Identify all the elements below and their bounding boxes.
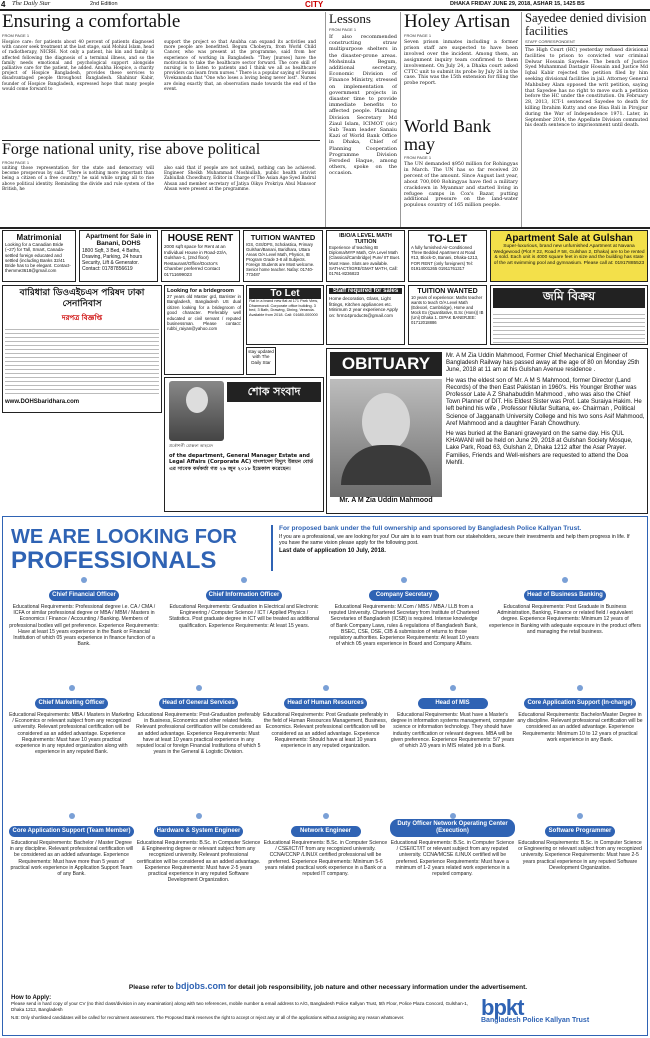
ad-tuition-wanted-1: [243, 230, 323, 282]
job-requirements: Educational Requirements: Bachelor / Master Degree in any discipline. Relevant professional certification will be considered as an added advantage. Experience Requirements: Must have more than 5 years of practical work experience in Application Support Team of any Bank.: [9, 840, 134, 878]
job-requirements: Educational Requirements: M.Com / MBS / MBA / LLB from a reputed University. Chartered Secretary from Institute of Chartered Secretaries of Bangladesh (ICSB) is required. Intense knowledge of Bank Company Laws, rules & regulations of Bangladesh Bank, BSEC, CSE, DSE, CIB & submission of returns to those regulatory authorities. Experience Requirements: At least 10 years of which 05 years experience in Board and Company Affairs.: [329, 604, 479, 648]
apply-suffix: for detail job responsibility, job nature and other necessary information under the advertisement.: [227, 984, 528, 991]
job-title: Duty Officer Network Operating Center (Execution): [390, 819, 515, 836]
job-card: [517, 813, 643, 871]
apply-line: [13, 981, 643, 991]
job-title: Head of Human Resources: [284, 698, 366, 709]
job-card: [169, 577, 319, 629]
pin-icon: [450, 813, 456, 819]
job-card: [263, 813, 388, 877]
story-holey: [400, 12, 518, 117]
job-card: [329, 577, 479, 647]
story-text: support the project so that Anubha can expand its activities and more people are benefitted. Begum Chobeyra, from World Child Cancer, who was present at the programme, said from her experience of working in Bangladesh: "They [nurses] have the motivation to take the healthcare sector forward. The core skill of nursing is to listen to patients and I think we all as healthcare providers can learn from nurses." There is a popular saying of Swami Vivekananda that "One who loses a loving being never lost". Nurses are doing exactly that, an observation made towards the end of the event.: [164, 40, 316, 92]
story-text: also said that if people are not united, nothing can be achieved. Engineer Sheikh Muhammad Moshiullah, public health activist Zabiullah Chowdhury, Editor in Charge of The Asian Age Syed Badrul Ahsan and member secretary of Jatiya Oikyo Prokriya Abul Mansoor Ahsan were present at the programme.: [164, 166, 316, 192]
ad-website[interactable]: www.DOHSbaridhara.com: [5, 399, 80, 405]
ad-text: 10 years of experience: Maths teacher wants to teach O/A Level Math (Edexcel, Cambridge), Home and Mock Ex (Quantitative, B.Sc (Hons)) IB (Uni) Dhaka 1. DIPAK BANERJEE: 01712018886: [411, 295, 484, 325]
job-requirements: Educational Requirements: MBA / Masters in Marketing / Economics or relevant subject from any recognized university. Relevant professional certification will be considered as an added advantage. Experience Requirements: Must have 10 years practical experience in any reputed organization along with experience in any reputed Bank.: [9, 712, 134, 756]
story-worldbank: [400, 117, 518, 227]
pin-icon: [323, 813, 329, 819]
job-requirements: Educational Requirements: B.Sc. in Computer Science / CSE/ICT/IT or relevant subject from any reputed university. CCNA/MCSE /LINUX certified will be preferred. Experience Requirements: Must have a minimum of 1-2 years related work experience in a reputed company.: [390, 840, 515, 878]
job-title: Chief Information Officer: [206, 590, 283, 601]
logo-text: Bangladesh Police Kallyan Trust: [481, 1017, 590, 1024]
note-text: N.B: Only shortlisted candidates will be called for recruitment assessment. The Proposed Bank reserves the right to accept or reject any or all of the applications without assigning any reason whatsoever.: [11, 1015, 405, 1021]
headline: Lessons: [329, 11, 371, 26]
job-card: [9, 577, 159, 647]
pin-icon: [69, 813, 75, 819]
headline: World Bank may: [404, 116, 492, 154]
classifieds-rule: [0, 227, 650, 229]
intro-title: For proposed bank under the full ownership and sponsored by Bangladesh Police Kallyan Trust.: [279, 525, 582, 532]
ad-text: Experience of teaching IB Diploma/MYP Math, O/A Level Math (Classical/Cambridge) Pure/ IIT Buet. Must Have. Slots are available. SATHACT/IGRE/GMAT MATH, Call: 01761-8236823: [329, 245, 401, 277]
ad-staff-required: [326, 285, 405, 345]
kicker: FROM PAGE 1: [404, 155, 432, 160]
pin-icon: [577, 813, 583, 819]
job-title: Hardware & System Engineer: [154, 826, 244, 837]
pin-icon: [196, 813, 202, 819]
pin-icon: [196, 685, 202, 691]
apply-site-link[interactable]: bdjobs.com: [175, 981, 226, 991]
dateline: DHAKA FRIDAY JUNE 29, 2018, ASHAR 15, 1425 BS: [450, 1, 585, 7]
ad-title: Staff required for sales: [329, 288, 402, 294]
headline: Ensuring a comfortable: [2, 11, 181, 32]
job-title: Core Application Support (Team Member): [9, 826, 133, 837]
job-title: Chief Financial Officer: [49, 590, 119, 601]
obituary-paragraph: He was the eldest son of Mr. A M S Mahmood, former Director (Land Records) of the then East Pakistan in 1960's. His Younger Brother was Professor Late A Z Shahabuddin Mahmood , who was also the Chief Town Planner of DIT. His Eldest Sister was Prof. Late Suraiya Hakim. He left behind his wife , Professor Nilufar Sultana, ex- Chairman , Political Science of Jagganath University College and his two sons Asif Mahmood, Aref Mahmood and a daughter Farah Chowdhury.: [446, 376, 645, 427]
logo-mark: bpkt: [481, 995, 524, 1020]
ad-title: Matrimonial: [16, 233, 62, 242]
ad-daily-star-stay: [246, 347, 276, 375]
kicker: FROM PAGE 1: [2, 33, 30, 38]
job-requirements: Educational Requirements: Post-Graduation preferably in Business, Economics and other related fields. Relevant professional certification will be considered as an added advantage. Experience Requirements: Must have at least 10 years practical experience in any reputed local or foreign Financial Institutions of which 5 years in the General & Logistic Division.: [136, 712, 261, 756]
paper-name: The Daily Star: [12, 0, 51, 7]
job-requirements: Educational Requirements: Must have a Master's degree in information systems management, computer science or information technology. They should have industry certification or relevant degrees. MBA will be given preference. Experience Requirements: 5/7 years of which 2/3 years in MIS related job in a Bank.: [390, 712, 515, 750]
ad-tolet: [408, 230, 487, 282]
obituary: [326, 348, 648, 514]
job-card: [517, 685, 643, 743]
job-title: Network Engineer: [291, 826, 361, 837]
ad-matrimonial: [2, 230, 76, 282]
page-number: 4: [1, 0, 6, 9]
ad-text: A fully furnished Air-Conditioned Three Bedded Apartment at Road #13, Block-D, Banani, Dhaka-1213, FOR RENT (only foreigners) Tel: 01914001265 01911761317: [411, 245, 479, 271]
ad-text: Home decoration, Glass, Light fittings, Kitchen appliances etc. Minimum 2 year experience Apply on: hrm14products@gmail.com: [329, 296, 398, 318]
kicker: FROM PAGE 1: [329, 27, 357, 32]
story-text: The UN demanded $950 million for Rohingyas in March. The UN has so far received 20 percent of the amount. Since August last year, about 700,000 Rohingyas have fled a military crackdown in Myanmar and started living in refugee camps in Cox's Bazar, putting additional pressure on the land-water populous country of 165 million people.: [404, 162, 518, 209]
ad-tuition-wanted-2: [408, 285, 487, 345]
ad-title: Looking for a bridegroom: [167, 288, 234, 294]
job-card: [263, 685, 388, 749]
pin-icon: [69, 685, 75, 691]
divider: [271, 525, 273, 571]
job-title: Core Application Support (In-charge): [524, 698, 635, 709]
ad-text: stay updated with The Daily Star: [248, 349, 274, 365]
obituary-paragraph: He was buried at the Banani graveyard on the same day. His QUL KHAWANI will be held on June 29, 2018 at Gulshan Society Mosque, Lake Park, Road 63, Gulshan 2, Dhaka 1212 after the Asar Prayer. Families, Friends and Well-wishers are requested to attend the Doa Mehfil.: [446, 430, 633, 466]
job-card: [9, 685, 134, 755]
condolence-title: শোক সংবাদ: [227, 382, 321, 402]
job-title: Head of MIS: [418, 698, 488, 709]
job-card: [489, 577, 641, 635]
ad-text: Super-luxurious, brand new unfurnished Apartment at Navana Wedgewood (Plot # 22, Road # 58, Gulshan 2, Dhaka) are to be rented & sold. Each unit is 4000 square feet in size and the building has state of the art swimming pool and gymnasium. Please call at: 01917885523: [493, 244, 645, 266]
ad-text: IGS, GIS/DPS, Scholastica, Primary Gulshan/Banani, Baridhara, Uttara Areas O/A Level Math, Physics, IB Program Grade 3-8 all Subjects. Foreign Students are Most welcome. Senior home teacher. Nafay: 01740-773487: [246, 242, 315, 277]
job-requirements: Educational Requirements: Graduation in Electrical and Electronic Engineering / Computer Science / ICT / Applied Physics / Statistics. Post graduate degree in ICT will be treated as additional qualification. Experience Requirements: At least 15 years.: [169, 604, 319, 629]
ad-text: Flat in a brand new flat at 171 Park View, Dhanmondi. Corporate office building. 3 bed, 3 Bath, Drawing, Dining, Veranda. Available from 2018. Call: 01680-000000: [249, 299, 318, 317]
kicker: STAFF CORRESPONDENT: [525, 39, 648, 46]
story-text: uniting those representation for the state and democracy will become prosperous by said. "There is nothing more important than being a citizen of a free country," he said while urging all to rise above political identity. Reminding the divide and rule system of the British, he: [2, 166, 154, 192]
ad-text: 27 years old Master grd, Barrister in Bangladesh, Bangladesh US dual citizen looking for a bridegroom of good character. Preferably well educated or civil servant / reputed businessman. Please contact: rubbi_raiyan@yahoo.com: [167, 294, 241, 332]
ad-text: 1800 Sqft, 3 Bed, 4 Baths, Drawing, Parking, 24 hours Security, Lift & Generator. Contact: 01787856619: [82, 248, 143, 272]
condolence-text: of the department, General Manager Estate and Legal Affairs (Corporate AC) বাংলাদেশ বিদ্যুৎ উন্নয়ন বোর্ড এর সাবেক কর্মকর্তা গত ২৬ জুন ২০১৮ ইন্তেকাল করেছেন।: [169, 453, 314, 472]
job-requirements: Educational Requirements: B.Sc. in Computer Science & Engineering degree or relevant subject from any recognized university. Relevant professional certification will be considered as an added advantage. Experience Requirements: Must have 2-5 years practical experience in any reputed Software Development Organization.: [136, 840, 261, 884]
ad-title: TUITION WANTED: [250, 233, 316, 242]
story-text: Hospice care: for patients about 40 percent of patients diagnosed with cancer seek treatment at the last stage, said Mohiul Islam, head of radiotherapy, NICRH. Not only a patient, his kin and family is affected following the diagnosis of a terminal illness, and so the family needs emotional and psychological support alongside palliative care for the patient, he added. Anubha Hospice, a charity project of Hospice Bangladesh, provides these services to disadvantaged people throughout Bangladesh. Shahinur Kabir, founder of Hospice Bangladesh, expressed hope that many people would come forward to: [2, 40, 154, 92]
obituary-name-caption: Mr. A M Zia Uddin Mahmood: [339, 497, 433, 504]
job-card: [136, 813, 261, 883]
job-requirements: Educational Requirements: B.Sc. in Computer Science / CSE/ICT/IT from any recognized university. CCNA/CCNP /LINUX certified professional will be preferred. Experience Requirements: Minimum 5-6 years related practical work experience in a Bank or a reputed IT company.: [263, 840, 388, 878]
headline: Holey Artisan: [404, 11, 511, 32]
job-title: Company Secretary: [369, 590, 439, 601]
job-card: [390, 685, 515, 749]
ad-condolence: [164, 377, 324, 512]
job-title: Chief Marketing Officer: [35, 698, 107, 709]
headline: Sayedee denied division facilities: [525, 11, 647, 38]
ad-apartment-gulshan: [490, 230, 648, 282]
ad-dohs-tender: [2, 285, 162, 413]
story-text: Seven prison inmates including a former prison staff are suspected to have been involved over the incident. Among them, an assignment inquiry team confirmed to them involvement. On July 24, a Dhaka court asked CTTC unit to submit its probe by July 26 in the case. This was the 15th extension for filing the probe report.: [404, 40, 518, 87]
section-label: CITY: [305, 0, 324, 9]
howto-title: How to Apply:: [11, 995, 52, 1001]
pin-icon: [562, 577, 568, 583]
land-sale-text-block: [493, 311, 645, 345]
ad-olevel-tuition: [326, 230, 405, 282]
story-ensuring: [2, 12, 320, 142]
job-requirements: Educational Requirements: Bachelor/Master Degree in any discipline. Relevant professional certification will be considered as an added advantage. Experience Requirements: Minimum 10 to 12 years of practical work experience in any Bank.: [517, 712, 643, 743]
ad-title: TUITION WANTED: [417, 288, 478, 295]
obituary-title: OBITUARY: [330, 352, 442, 376]
ad-text: 2000 sqft space for Rent at an Individual House in Road-23/A, Gulshan-1, (2nd floor) Restaurant/Office/Doctor's Chamber preferred Contact 01711699023: [164, 244, 228, 277]
job-card: [390, 813, 515, 877]
kicker: FROM PAGE 1: [2, 160, 30, 165]
story-forge: [2, 142, 320, 226]
obituary-photo: [330, 379, 442, 497]
ad-title: HOUSE RENT: [167, 233, 234, 244]
deadline: Last date of application 10 July, 2018.: [279, 548, 386, 555]
job-requirements: Educational Requirements: Professional degree i.e. CA / CMA / ICFA or similar professional degree or MBA / MBM / Masters in Economics / Finance / Accounting / Banking. Members of professional bodies will get preference. Experience Requirements: Have at least 15 years experience in the Bank or Financial Institution of which 05 years experience in finance function of a Bank.: [9, 604, 159, 648]
ad-subtitle: দরপত্র বিজ্ঞপ্তি: [61, 314, 103, 322]
job-requirements: Educational Requirements: Post Graduate preferably in the field of Human Resources Management, Business, Economics. Relevant professional certification will be considered as an added advantage. Experience Requirements: Should have at least 10 years experience in any reputed organization.: [263, 712, 388, 750]
headline-line-1: WE ARE LOOKING FOR: [11, 526, 237, 548]
job-title: Software Programmer: [545, 826, 615, 837]
story-sayedee: [521, 12, 648, 227]
ad-title: Apartment for Sale in Banani, DOHS: [85, 233, 152, 247]
job-card: [136, 685, 261, 755]
intro-text: If you are a professional, we are looking for you! Our aim is to earn trust from our stakeholders, secure their investments and help them progress in life. If you have the same vision please apply for the following post.: [279, 534, 630, 547]
bpkt-logo: [481, 995, 643, 1029]
obituary-paragraph: Mr. A M Zia Uddin Mahmood, Former Chief Mechanical Engineer of Bangladesh Railway has passed away at the age of 80 on Monday 25th June, 2018 at 11 am at his Gulshan Avenue residence .: [446, 352, 640, 374]
story-lessons: [325, 12, 397, 227]
ad-bridegroom: [164, 285, 244, 375]
ad-title: IB/O/A LEVEL MATH TUITION: [339, 233, 392, 245]
ad-land-sale: [490, 285, 648, 345]
job-requirements: Educational Requirements: Post Graduate in Business Administration, Banking, Finance or related field / equivalent degree. Experience Requirements: Minimum 12 years of experience in Banking with adequate exposure in the product offers and managing the retail business.: [489, 604, 641, 635]
ad-house-rent: [161, 230, 240, 282]
headline: Forge national unity, rise above political: [2, 141, 261, 158]
pin-icon: [577, 685, 583, 691]
ad-text: Looking for a Canadian Bride (~27) for Tall, Smart, Canada-settled foreign educated and settled (including Banks 32/41 Bride has to be elegant. Contact-themme3618@gmail.com: [5, 242, 71, 274]
recruitment-ad: [2, 516, 648, 1036]
ad-title: বারিধারা ডিওএইচএস পরিষদ ঢাকা সেনানিবাস: [19, 288, 145, 309]
pin-icon: [323, 685, 329, 691]
condolence-photo: [169, 381, 224, 441]
pin-icon: [401, 577, 407, 583]
job-title: Head of Business Banking: [524, 590, 606, 601]
ad-apartment-banani: [79, 230, 158, 282]
ad-title: জমি বিক্রয়: [493, 288, 645, 308]
story-text: If also recommended constructing straw multipurpose shelters in the disaster-prone areas. Mohsinula Begum, additional secretary, Economic Division of Finance Ministry, stressed on implementation of government projects in disaster time to provide immediate benefits to affected people. Planning Division Secretary Md Ziaul Islam, ICIMOT (sic) Sub Team leader Sanaiu Kazi of World Bank Office in Dhaka, Chief of Planning Cooperation Programme Division Feroded Haque, among others, spoke on the occasion.: [329, 34, 397, 177]
pin-icon: [450, 685, 456, 691]
ad-title: TO-LET: [427, 233, 468, 245]
headline-line-2: PROFESSIONALS: [11, 547, 217, 574]
ad-title: To Let: [249, 288, 321, 299]
howto-text: Please send in hard copy of your CV (no third class/division in any examination) along with two references, mobile number & email address to A/G, Bangladesh Police Kallyan Trust, 5th Floor, Police Plaza Concord, Gulshan-1, Dhaka 1212, Bangladesh: [11, 1001, 469, 1012]
job-card: [9, 813, 134, 877]
edition-label: 2nd Edition: [90, 1, 118, 7]
job-title: Head of General Services: [159, 698, 237, 709]
apply-prefix: Please refer to: [128, 984, 174, 991]
job-requirements: Educational Requirements: B.Sc. in Computer Science or Engineering or relevant subject from any recognized university. Experience Requirements: Must have 2-5 years practical experience in any reputed Software Development Organization.: [518, 840, 642, 871]
pin-icon: [241, 577, 247, 583]
ad-tolet-2: [246, 285, 324, 345]
tender-text-block: [5, 326, 159, 396]
story-text: The High Court (HC) yesterday refused divisional facilities to prison to convicted war criminal Delwar Hossain Sayedee. The bench of Justice Syed Muhammad Dastagir Hossain and Justice Md Iqbal Kabir rejected the petition filed by him seeking divisional facilities in jail. Attorney General Mahbubey Alam opposed the writ petition, saying that Sayedee has no right to move such a petition before the HC under the constitution. On February 28, 2013, ICT-1 sentenced Sayedee to death for killing Ibrahim Kutty and one Bisa Bali in Pirojpur during the War of Independence 1971. Later, in September 2014, the Appellate Division commuted his death sentence to imprisonment until death.: [525, 48, 648, 129]
pin-icon: [81, 577, 87, 583]
masthead: [0, 0, 650, 9]
ad-title: Apartment Sale at Gulshan: [505, 233, 633, 244]
kicker: FROM PAGE 1: [404, 33, 432, 38]
condolence-caption: প্রকৌশলী মোস্তফা আহমেদ: [169, 443, 214, 448]
